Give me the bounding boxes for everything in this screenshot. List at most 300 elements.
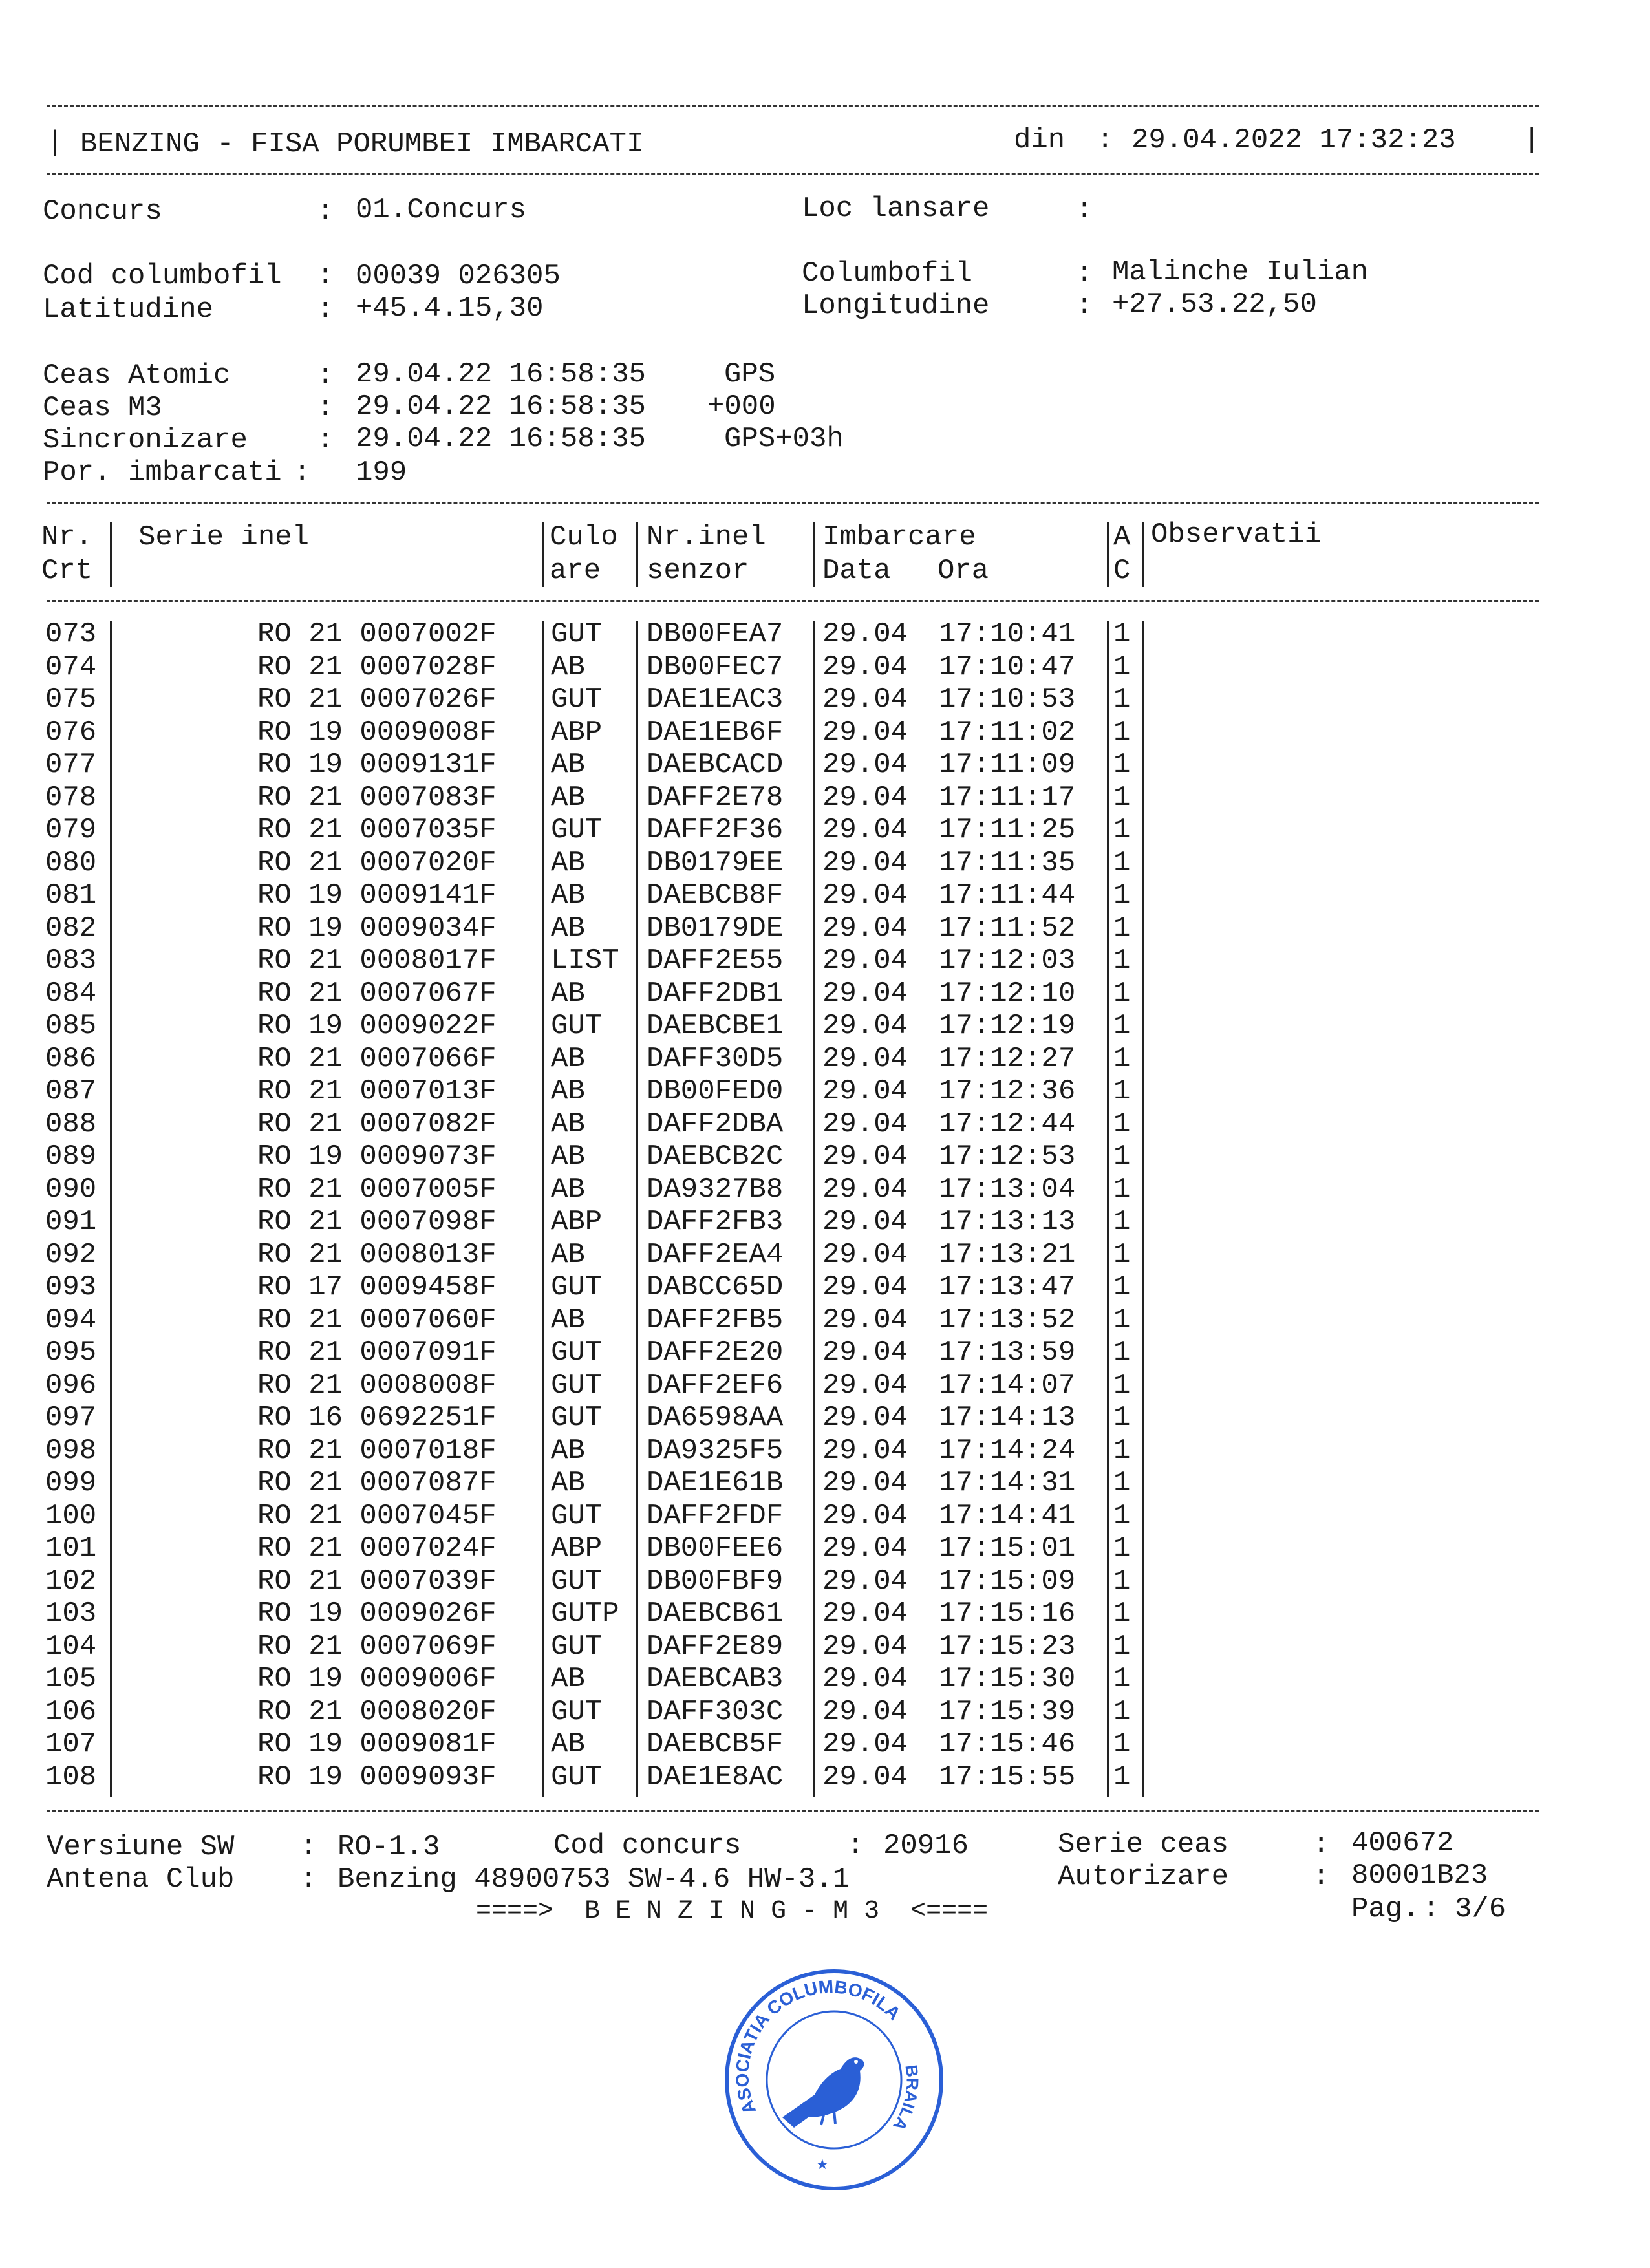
color-code: GUT bbox=[551, 1630, 603, 1663]
table-row bbox=[0, 1239, 1650, 1272]
sensor-ring: DAFF2E89 bbox=[647, 1630, 784, 1663]
header-crt: Crt bbox=[41, 555, 93, 587]
sensor-ring: DB0179EE bbox=[647, 846, 784, 879]
table-row bbox=[0, 782, 1650, 815]
table-row bbox=[0, 1043, 1650, 1076]
ac-flag: 1 bbox=[1113, 1173, 1131, 1206]
ac-flag: 1 bbox=[1113, 1402, 1131, 1434]
ring-series: RO 19 0009093F bbox=[257, 1760, 497, 1793]
ring-series: RO 19 0009006F bbox=[257, 1663, 497, 1695]
boarding-time: 17:15:46 bbox=[939, 1728, 1076, 1760]
ac-flag: 1 bbox=[1113, 749, 1131, 781]
color-code: AB bbox=[551, 1140, 585, 1173]
color-code: AB bbox=[551, 912, 585, 945]
ring-series: RO 21 0007024F bbox=[257, 1532, 497, 1565]
ac-flag: 1 bbox=[1113, 1303, 1131, 1336]
ac-flag: 1 bbox=[1113, 1107, 1131, 1140]
boarding-time: 17:14:07 bbox=[939, 1369, 1076, 1402]
ac-flag: 1 bbox=[1113, 1434, 1131, 1467]
ac-flag: 1 bbox=[1113, 977, 1131, 1010]
ac-flag: 1 bbox=[1113, 1532, 1131, 1565]
table-row bbox=[0, 1140, 1650, 1173]
row-number: 094 bbox=[45, 1303, 97, 1336]
color-code: AB bbox=[551, 1434, 585, 1467]
separator bbox=[47, 502, 1539, 504]
header-nr: Nr. bbox=[41, 521, 93, 553]
date-value: 29.04.2022 17:32:23 bbox=[1131, 124, 1456, 156]
sensor-ring: DAFF2DB1 bbox=[647, 977, 784, 1010]
column-divider bbox=[1107, 522, 1109, 587]
color-code: AB bbox=[551, 977, 585, 1010]
color-code: GUT bbox=[551, 1402, 603, 1434]
row-number: 078 bbox=[45, 781, 97, 814]
boarding-time: 17:10:47 bbox=[939, 650, 1076, 683]
latitudine-value: +45.4.15,30 bbox=[356, 292, 544, 325]
colon: : bbox=[1076, 194, 1093, 226]
table-row bbox=[0, 683, 1650, 716]
separator bbox=[47, 105, 1539, 107]
longitudine-label: Longitudine bbox=[802, 290, 990, 322]
boarding-date: 29.04 bbox=[822, 1402, 908, 1434]
boarding-time: 17:15:39 bbox=[939, 1695, 1076, 1728]
row-number: 085 bbox=[45, 1010, 97, 1042]
boarding-time: 17:10:53 bbox=[939, 683, 1076, 716]
row-number: 101 bbox=[45, 1532, 97, 1565]
boarding-time: 17:11:17 bbox=[939, 781, 1076, 814]
table-row bbox=[0, 978, 1650, 1011]
sensor-ring: DA9327B8 bbox=[647, 1173, 784, 1206]
boarding-date: 29.04 bbox=[822, 1271, 908, 1303]
ceas-m3-value: 29.04.22 16:58:35 bbox=[356, 390, 646, 423]
sensor-ring: DAE1EAC3 bbox=[647, 683, 784, 716]
boarding-date: 29.04 bbox=[822, 977, 908, 1010]
boarding-time: 17:13:13 bbox=[939, 1206, 1076, 1238]
boarding-date: 29.04 bbox=[822, 1630, 908, 1663]
sensor-ring: DB00FBF9 bbox=[647, 1565, 784, 1598]
ring-series: RO 19 0009022F bbox=[257, 1010, 497, 1042]
row-number: 097 bbox=[45, 1402, 97, 1434]
header-left-bar: | bbox=[47, 127, 64, 159]
boarding-date: 29.04 bbox=[822, 1565, 908, 1598]
ring-series: RO 21 0008013F bbox=[257, 1238, 497, 1271]
row-number: 077 bbox=[45, 749, 97, 781]
ac-flag: 1 bbox=[1113, 650, 1131, 683]
header-right-bar: | bbox=[1523, 124, 1541, 156]
autorizare-value: 80001B23 bbox=[1351, 1859, 1488, 1892]
ac-flag: 1 bbox=[1113, 1467, 1131, 1499]
page-title: BENZING - FISA PORUMBEI IMBARCATI bbox=[80, 128, 644, 160]
ac-flag: 1 bbox=[1113, 1206, 1131, 1238]
ring-series: RO 21 0007066F bbox=[257, 1042, 497, 1075]
color-code: GUT bbox=[551, 1336, 603, 1369]
boarding-date: 29.04 bbox=[822, 1075, 908, 1107]
sensor-ring: DB00FED0 bbox=[647, 1075, 784, 1107]
table-row bbox=[0, 1173, 1650, 1206]
ceas-m3-label: Ceas M3 bbox=[43, 392, 162, 424]
colon: : bbox=[317, 392, 334, 424]
sincronizare-extra: GPS+03h bbox=[724, 423, 844, 455]
ac-flag: 1 bbox=[1113, 1760, 1131, 1793]
row-number: 089 bbox=[45, 1140, 97, 1173]
boarding-time: 17:11:09 bbox=[939, 749, 1076, 781]
boarding-date: 29.04 bbox=[822, 814, 908, 846]
colon: : bbox=[1422, 1893, 1440, 1925]
colon: : bbox=[1076, 290, 1093, 322]
table-row bbox=[0, 1271, 1650, 1304]
ceas-m3-extra: +000 bbox=[707, 390, 776, 423]
header-nr-inel: Nr.inel bbox=[647, 521, 766, 553]
color-code: AB bbox=[551, 749, 585, 781]
row-number: 084 bbox=[45, 977, 97, 1010]
colon: : bbox=[1312, 1828, 1330, 1861]
color-code: ABP bbox=[551, 716, 603, 749]
table-row bbox=[0, 1500, 1650, 1533]
sensor-ring: DAEBCBE1 bbox=[647, 1010, 784, 1042]
table-row bbox=[0, 945, 1650, 978]
color-code: GUT bbox=[551, 814, 603, 846]
ac-flag: 1 bbox=[1113, 683, 1131, 716]
table-row bbox=[0, 1108, 1650, 1141]
ceas-atomic-label: Ceas Atomic bbox=[43, 359, 231, 392]
table-row bbox=[0, 1336, 1650, 1369]
table-row bbox=[0, 847, 1650, 880]
colon: : bbox=[294, 456, 311, 489]
sensor-ring: DB00FEA7 bbox=[647, 618, 784, 650]
stamp-star-icon: ★ bbox=[816, 2157, 829, 2173]
boarding-time: 17:13:47 bbox=[939, 1271, 1076, 1303]
boarding-time: 17:12:44 bbox=[939, 1107, 1076, 1140]
boarding-time: 17:15:16 bbox=[939, 1598, 1076, 1630]
ac-flag: 1 bbox=[1113, 1565, 1131, 1598]
boarding-date: 29.04 bbox=[822, 1042, 908, 1075]
sensor-ring: DAEBCB8F bbox=[647, 879, 784, 912]
boarding-date: 29.04 bbox=[822, 1760, 908, 1793]
boarding-date: 29.04 bbox=[822, 1173, 908, 1206]
color-code: GUT bbox=[551, 1369, 603, 1402]
color-code: GUT bbox=[551, 1499, 603, 1532]
ring-series: RO 21 0008020F bbox=[257, 1695, 497, 1728]
ring-series: RO 21 0007069F bbox=[257, 1630, 497, 1663]
ac-flag: 1 bbox=[1113, 1499, 1131, 1532]
table-row bbox=[0, 1304, 1650, 1337]
ac-flag: 1 bbox=[1113, 1369, 1131, 1402]
loc-lansare-label: Loc lansare bbox=[802, 193, 990, 225]
colon: : bbox=[317, 294, 334, 326]
boarding-time: 17:15:30 bbox=[939, 1663, 1076, 1695]
stamp-graphic bbox=[718, 1962, 950, 2195]
table-row bbox=[0, 879, 1650, 912]
table-row bbox=[0, 1631, 1650, 1664]
boarding-date: 29.04 bbox=[822, 1107, 908, 1140]
row-number: 107 bbox=[45, 1728, 97, 1760]
ring-series: RO 16 0692251F bbox=[257, 1402, 497, 1434]
table-row bbox=[0, 814, 1650, 847]
table-row bbox=[0, 716, 1650, 749]
boarding-time: 17:12:53 bbox=[939, 1140, 1076, 1173]
table-row bbox=[0, 1696, 1650, 1729]
ceas-atomic-extra: GPS bbox=[724, 358, 776, 390]
ac-flag: 1 bbox=[1113, 781, 1131, 814]
sensor-ring: DAFF2EA4 bbox=[647, 1238, 784, 1271]
sensor-ring: DAFF2E20 bbox=[647, 1336, 784, 1369]
sensor-ring: DAE1E61B bbox=[647, 1467, 784, 1499]
sensor-ring: DAEBCB2C bbox=[647, 1140, 784, 1173]
colon: : bbox=[317, 424, 334, 456]
color-code: GUT bbox=[551, 683, 603, 716]
sensor-ring: DB00FEE6 bbox=[647, 1532, 784, 1565]
row-number: 080 bbox=[45, 846, 97, 879]
table-row bbox=[0, 618, 1650, 651]
ring-series: RO 21 0007091F bbox=[257, 1336, 497, 1369]
boarding-time: 17:13:21 bbox=[939, 1238, 1076, 1271]
header-data: Data bbox=[822, 555, 891, 587]
sensor-ring: DB0179DE bbox=[647, 912, 784, 945]
boarding-date: 29.04 bbox=[822, 749, 908, 781]
boarding-date: 29.04 bbox=[822, 683, 908, 716]
column-divider bbox=[110, 522, 112, 587]
sensor-ring: DABCC65D bbox=[647, 1271, 784, 1303]
boarding-date: 29.04 bbox=[822, 1532, 908, 1565]
date-label: din bbox=[1014, 124, 1066, 156]
boarding-date: 29.04 bbox=[822, 618, 908, 650]
row-number: 073 bbox=[45, 618, 97, 650]
boarding-date: 29.04 bbox=[822, 1434, 908, 1467]
ring-series: RO 21 0007039F bbox=[257, 1565, 497, 1598]
versiune-sw-value: RO-1.3 bbox=[338, 1831, 440, 1863]
ac-flag: 1 bbox=[1113, 1336, 1131, 1369]
row-number: 105 bbox=[45, 1663, 97, 1695]
color-code: GUT bbox=[551, 1010, 603, 1042]
separator bbox=[47, 1810, 1539, 1812]
ring-series: RO 19 0009131F bbox=[257, 749, 497, 781]
ac-flag: 1 bbox=[1113, 814, 1131, 846]
row-number: 092 bbox=[45, 1238, 97, 1271]
ac-flag: 1 bbox=[1113, 1075, 1131, 1107]
row-number: 103 bbox=[45, 1598, 97, 1630]
sensor-ring: DAE1E8AC bbox=[647, 1760, 784, 1793]
color-code: AB bbox=[551, 781, 585, 814]
ac-flag: 1 bbox=[1113, 1598, 1131, 1630]
sensor-ring: DA6598AA bbox=[647, 1402, 784, 1434]
boarding-time: 17:13:59 bbox=[939, 1336, 1076, 1369]
boarding-date: 29.04 bbox=[822, 1369, 908, 1402]
row-number: 104 bbox=[45, 1630, 97, 1663]
row-number: 090 bbox=[45, 1173, 97, 1206]
boarding-date: 29.04 bbox=[822, 1499, 908, 1532]
boarding-time: 17:11:25 bbox=[939, 814, 1076, 846]
longitudine-value: +27.53.22,50 bbox=[1112, 288, 1317, 321]
row-number: 093 bbox=[45, 1271, 97, 1303]
row-number: 102 bbox=[45, 1565, 97, 1598]
color-code: LIST bbox=[551, 945, 619, 977]
colon: : bbox=[300, 1863, 317, 1896]
boarding-date: 29.04 bbox=[822, 1206, 908, 1238]
color-code: GUT bbox=[551, 618, 603, 650]
sensor-ring: DAEBCAB3 bbox=[647, 1663, 784, 1695]
row-number: 095 bbox=[45, 1336, 97, 1369]
color-code: ABP bbox=[551, 1532, 603, 1565]
row-number: 079 bbox=[45, 814, 97, 846]
ring-series: RO 21 0007018F bbox=[257, 1434, 497, 1467]
color-code: GUT bbox=[551, 1565, 603, 1598]
ring-series: RO 19 0009081F bbox=[257, 1728, 497, 1760]
boarding-time: 17:11:44 bbox=[939, 879, 1076, 912]
ring-series: RO 21 0008017F bbox=[257, 945, 497, 977]
boarding-time: 17:11:02 bbox=[939, 716, 1076, 749]
boarding-time: 17:11:52 bbox=[939, 912, 1076, 945]
cod-columbofil-label: Cod columbofil bbox=[43, 260, 282, 292]
ring-series: RO 21 0007026F bbox=[257, 683, 497, 716]
ring-series: RO 21 0007013F bbox=[257, 1075, 497, 1107]
color-code: AB bbox=[551, 1303, 585, 1336]
boarding-date: 29.04 bbox=[822, 1663, 908, 1695]
color-code: AB bbox=[551, 1728, 585, 1760]
row-number: 087 bbox=[45, 1075, 97, 1107]
sensor-ring: DAEBCACD bbox=[647, 749, 784, 781]
sensor-ring: DAFF30D5 bbox=[647, 1042, 784, 1075]
boarding-time: 17:15:09 bbox=[939, 1565, 1076, 1598]
ring-series: RO 19 0009073F bbox=[257, 1140, 497, 1173]
ac-flag: 1 bbox=[1113, 879, 1131, 912]
sensor-ring: DAFF2E55 bbox=[647, 945, 784, 977]
row-number: 083 bbox=[45, 945, 97, 977]
boarding-time: 17:12:10 bbox=[939, 977, 1076, 1010]
serie-ceas-value: 400672 bbox=[1351, 1827, 1454, 1859]
row-number: 100 bbox=[45, 1499, 97, 1532]
sensor-ring: DA9325F5 bbox=[647, 1434, 784, 1467]
color-code: GUT bbox=[551, 1271, 603, 1303]
serie-ceas-label: Serie ceas bbox=[1058, 1828, 1229, 1861]
ring-series: RO 21 0007020F bbox=[257, 846, 497, 879]
row-number: 074 bbox=[45, 650, 97, 683]
colon: : bbox=[847, 1830, 864, 1862]
column-divider bbox=[636, 522, 638, 587]
ac-flag: 1 bbox=[1113, 945, 1131, 977]
columbofil-label: Columbofil bbox=[802, 257, 973, 290]
row-number: 096 bbox=[45, 1369, 97, 1402]
table-row bbox=[0, 1402, 1650, 1435]
boarding-time: 17:15:01 bbox=[939, 1532, 1076, 1565]
table-row bbox=[0, 651, 1650, 684]
color-code: AB bbox=[551, 846, 585, 879]
header-are: are bbox=[550, 555, 601, 587]
row-number: 091 bbox=[45, 1206, 97, 1238]
ac-flag: 1 bbox=[1113, 1695, 1131, 1728]
boarding-date: 29.04 bbox=[822, 650, 908, 683]
concurs-value: 01.Concurs bbox=[356, 194, 527, 226]
ac-flag: 1 bbox=[1113, 1663, 1131, 1695]
benzing-banner: ====> B E N Z I N G - M 3 <==== bbox=[476, 1897, 989, 1926]
header-a: A bbox=[1113, 521, 1131, 553]
ring-series: RO 21 0008008F bbox=[257, 1369, 497, 1402]
table-row bbox=[0, 1369, 1650, 1402]
color-code: AB bbox=[551, 1467, 585, 1499]
association-stamp bbox=[718, 1962, 950, 2195]
ring-series: RO 21 0007035F bbox=[257, 814, 497, 846]
header-serie: Serie inel bbox=[138, 521, 310, 553]
ring-series: RO 21 0007082F bbox=[257, 1107, 497, 1140]
header-c: C bbox=[1113, 555, 1131, 587]
versiune-sw-label: Versiune SW bbox=[47, 1831, 235, 1863]
ring-series: RO 21 0007098F bbox=[257, 1206, 497, 1238]
row-number: 088 bbox=[45, 1107, 97, 1140]
boarding-date: 29.04 bbox=[822, 912, 908, 945]
row-number: 108 bbox=[45, 1760, 97, 1793]
separator bbox=[47, 600, 1539, 602]
colon: : bbox=[317, 359, 334, 392]
boarding-date: 29.04 bbox=[822, 846, 908, 879]
sensor-ring: DAFF2E78 bbox=[647, 781, 784, 814]
ring-series: RO 21 0007087F bbox=[257, 1467, 497, 1499]
boarding-date: 29.04 bbox=[822, 1598, 908, 1630]
boarding-date: 29.04 bbox=[822, 1010, 908, 1042]
color-code: AB bbox=[551, 1173, 585, 1206]
ring-series: RO 19 0009141F bbox=[257, 879, 497, 912]
boarding-time: 17:15:23 bbox=[939, 1630, 1076, 1663]
pigeon-icon bbox=[782, 2057, 864, 2128]
ring-series: RO 21 0007060F bbox=[257, 1303, 497, 1336]
boarding-date: 29.04 bbox=[822, 1695, 908, 1728]
row-number: 099 bbox=[45, 1467, 97, 1499]
ac-flag: 1 bbox=[1113, 1630, 1131, 1663]
boarding-date: 29.04 bbox=[822, 1140, 908, 1173]
header-ora: Ora bbox=[938, 555, 989, 587]
autorizare-label: Autorizare bbox=[1058, 1861, 1229, 1893]
sensor-ring: DAFF2FDF bbox=[647, 1499, 784, 1532]
antena-club-label: Antena Club bbox=[47, 1863, 235, 1896]
boarding-date: 29.04 bbox=[822, 879, 908, 912]
boarding-date: 29.04 bbox=[822, 781, 908, 814]
cod-concurs-value: 20916 bbox=[883, 1830, 969, 1862]
boarding-date: 29.04 bbox=[822, 1467, 908, 1499]
ring-series: RO 21 0007067F bbox=[257, 977, 497, 1010]
stamp-text-top: ASOCIATIA COLUMBOFILA bbox=[732, 1976, 905, 2117]
ac-flag: 1 bbox=[1113, 1010, 1131, 1042]
color-code: AB bbox=[551, 1663, 585, 1695]
stamp-text-right: BRAILA bbox=[889, 2064, 923, 2135]
color-code: GUTP bbox=[551, 1598, 619, 1630]
table-row bbox=[0, 1206, 1650, 1239]
sensor-ring: DAEBCB61 bbox=[647, 1598, 784, 1630]
ac-flag: 1 bbox=[1113, 1042, 1131, 1075]
ring-series: RO 21 0007028F bbox=[257, 650, 497, 683]
color-code: ABP bbox=[551, 1206, 603, 1238]
boarding-time: 17:12:03 bbox=[939, 945, 1076, 977]
sensor-ring: DAFF2FB3 bbox=[647, 1206, 784, 1238]
table-row bbox=[0, 912, 1650, 945]
sincronizare-label: Sincronizare bbox=[43, 424, 248, 456]
ring-series: RO 19 0009034F bbox=[257, 912, 497, 945]
boarding-time: 17:12:19 bbox=[939, 1010, 1076, 1042]
boarding-time: 17:14:24 bbox=[939, 1434, 1076, 1467]
sensor-ring: DAFF2FB5 bbox=[647, 1303, 784, 1336]
color-code: GUT bbox=[551, 1695, 603, 1728]
row-number: 098 bbox=[45, 1434, 97, 1467]
boarding-date: 29.04 bbox=[822, 1238, 908, 1271]
boarding-time: 17:12:36 bbox=[939, 1075, 1076, 1107]
sensor-ring: DAFF303C bbox=[647, 1695, 784, 1728]
por-imbarcati-label: Por. imbarcati bbox=[43, 456, 282, 489]
colon: : bbox=[1076, 257, 1093, 290]
page-label: Pag. bbox=[1351, 1893, 1420, 1925]
sensor-ring: DAE1EB6F bbox=[647, 716, 784, 749]
header-senzor: senzor bbox=[647, 555, 749, 587]
ring-series: RO 17 0009458F bbox=[257, 1271, 497, 1303]
row-number: 075 bbox=[45, 683, 97, 716]
table-row bbox=[0, 1435, 1650, 1468]
sensor-ring: DAFF2F36 bbox=[647, 814, 784, 846]
boarding-time: 17:10:41 bbox=[939, 618, 1076, 650]
